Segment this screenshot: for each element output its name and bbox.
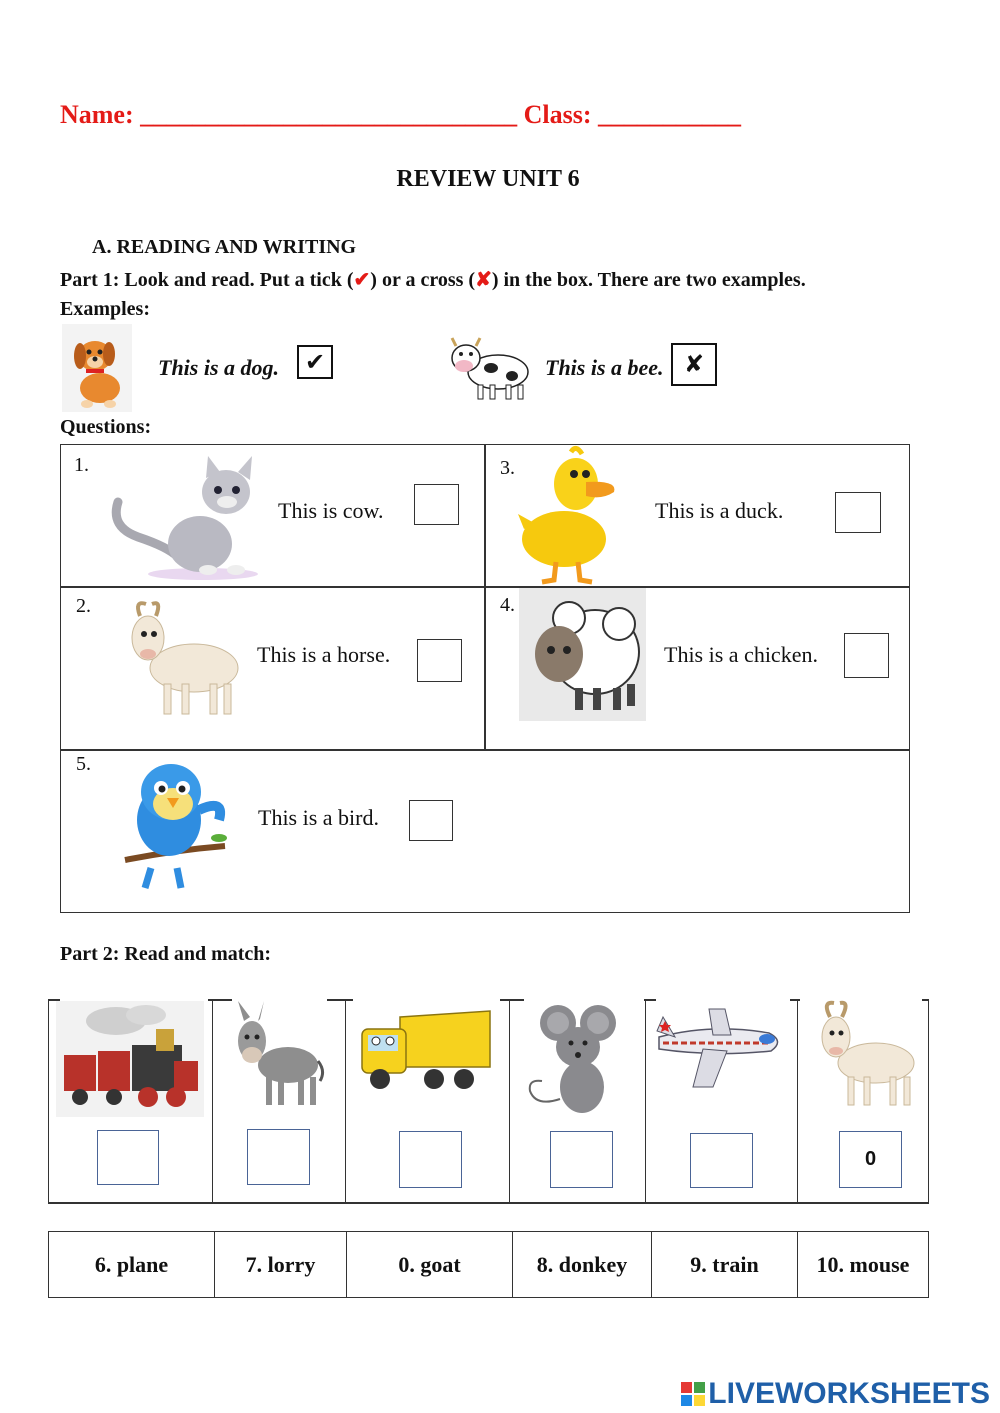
- lorry-image: [360, 1003, 494, 1095]
- grid-divider-row1: [60, 586, 910, 588]
- question-5-number: 5.: [76, 753, 91, 775]
- question-4-number: 4.: [500, 594, 515, 616]
- question-2-number: 2.: [76, 595, 91, 617]
- word-donkey: 8. donkey: [513, 1232, 652, 1297]
- question-3-answer-box[interactable]: [835, 492, 881, 533]
- question-4-answer-box[interactable]: [844, 633, 889, 678]
- cow-image: [446, 330, 534, 404]
- goat-match-image: [804, 999, 924, 1111]
- section-heading: A. READING AND WRITING: [92, 236, 357, 258]
- example-2-cross-box[interactable]: ✘: [671, 343, 717, 386]
- mouse-image: [528, 1003, 628, 1115]
- match-box-4[interactable]: [550, 1131, 613, 1188]
- logo-text: LIVEWORKSHEETS: [708, 1377, 990, 1410]
- question-5-text: This is a bird.: [258, 805, 379, 830]
- word-plane: 6. plane: [49, 1232, 215, 1297]
- plane-image: [653, 1001, 785, 1093]
- bird-image: [121, 750, 231, 892]
- name-class-line: [60, 100, 741, 130]
- match-box-2[interactable]: [247, 1129, 310, 1185]
- question-1-answer-box[interactable]: [414, 484, 459, 525]
- tick-icon: ✔: [353, 269, 371, 291]
- example-2-text: This is a bee.: [545, 355, 664, 380]
- question-3-number: 3.: [500, 457, 515, 479]
- name-blank[interactable]: _____________________________: [140, 100, 518, 129]
- class-label: Class:: [523, 100, 592, 129]
- example-1-text: This is a dog.: [158, 355, 280, 380]
- word-train: 9. train: [652, 1232, 798, 1297]
- match-box-1[interactable]: [97, 1130, 159, 1185]
- word-goat: 0. goat: [347, 1232, 513, 1297]
- match-box-5[interactable]: [690, 1133, 753, 1188]
- name-label: Name:: [60, 100, 134, 129]
- donkey-image: [230, 1001, 326, 1111]
- sheep-image: [519, 588, 646, 721]
- question-2-answer-box[interactable]: [417, 639, 462, 682]
- grid-divider-vertical: [484, 444, 486, 750]
- part1-instruction-end: ) in the box. There are two examples.: [491, 269, 806, 291]
- words-row: [48, 1231, 929, 1298]
- question-1-text: This is cow.: [278, 498, 384, 523]
- part2-title: Part 2: Read and match:: [60, 943, 272, 965]
- examples-label: Examples:: [60, 298, 150, 320]
- question-1-number: 1.: [74, 454, 89, 476]
- dog-image: [62, 324, 132, 412]
- class-blank[interactable]: ___________: [598, 100, 742, 129]
- goat-image: [112, 598, 250, 720]
- word-lorry: 7. lorry: [215, 1232, 347, 1297]
- duck-image: [516, 444, 622, 586]
- worksheet-title: REVIEW UNIT 6: [396, 166, 580, 192]
- part1-instruction-text: Part 1: Look and read. Put a tick (: [60, 269, 354, 291]
- part1-instruction-mid: ) or a cross (: [370, 269, 476, 291]
- match-box-example[interactable]: 0: [839, 1131, 902, 1188]
- train-image: [56, 1001, 204, 1117]
- cat-image: [108, 452, 266, 582]
- match-box-3[interactable]: [399, 1131, 462, 1188]
- word-mouse: 10. mouse: [816, 1251, 910, 1277]
- example-1-tick-box[interactable]: ✔: [297, 345, 333, 379]
- question-5-answer-box[interactable]: [409, 800, 453, 841]
- part1-instruction: [60, 267, 806, 292]
- question-4-text: This is a chicken.: [664, 642, 818, 667]
- logo-icon: [680, 1381, 706, 1407]
- question-2-text: This is a horse.: [257, 642, 391, 667]
- questions-label: Questions:: [60, 416, 152, 438]
- pictures-row: [48, 999, 929, 1203]
- liveworksheets-logo[interactable]: [680, 1377, 990, 1411]
- question-3-text: This is a duck.: [655, 498, 784, 523]
- cross-icon: ✘: [475, 269, 492, 291]
